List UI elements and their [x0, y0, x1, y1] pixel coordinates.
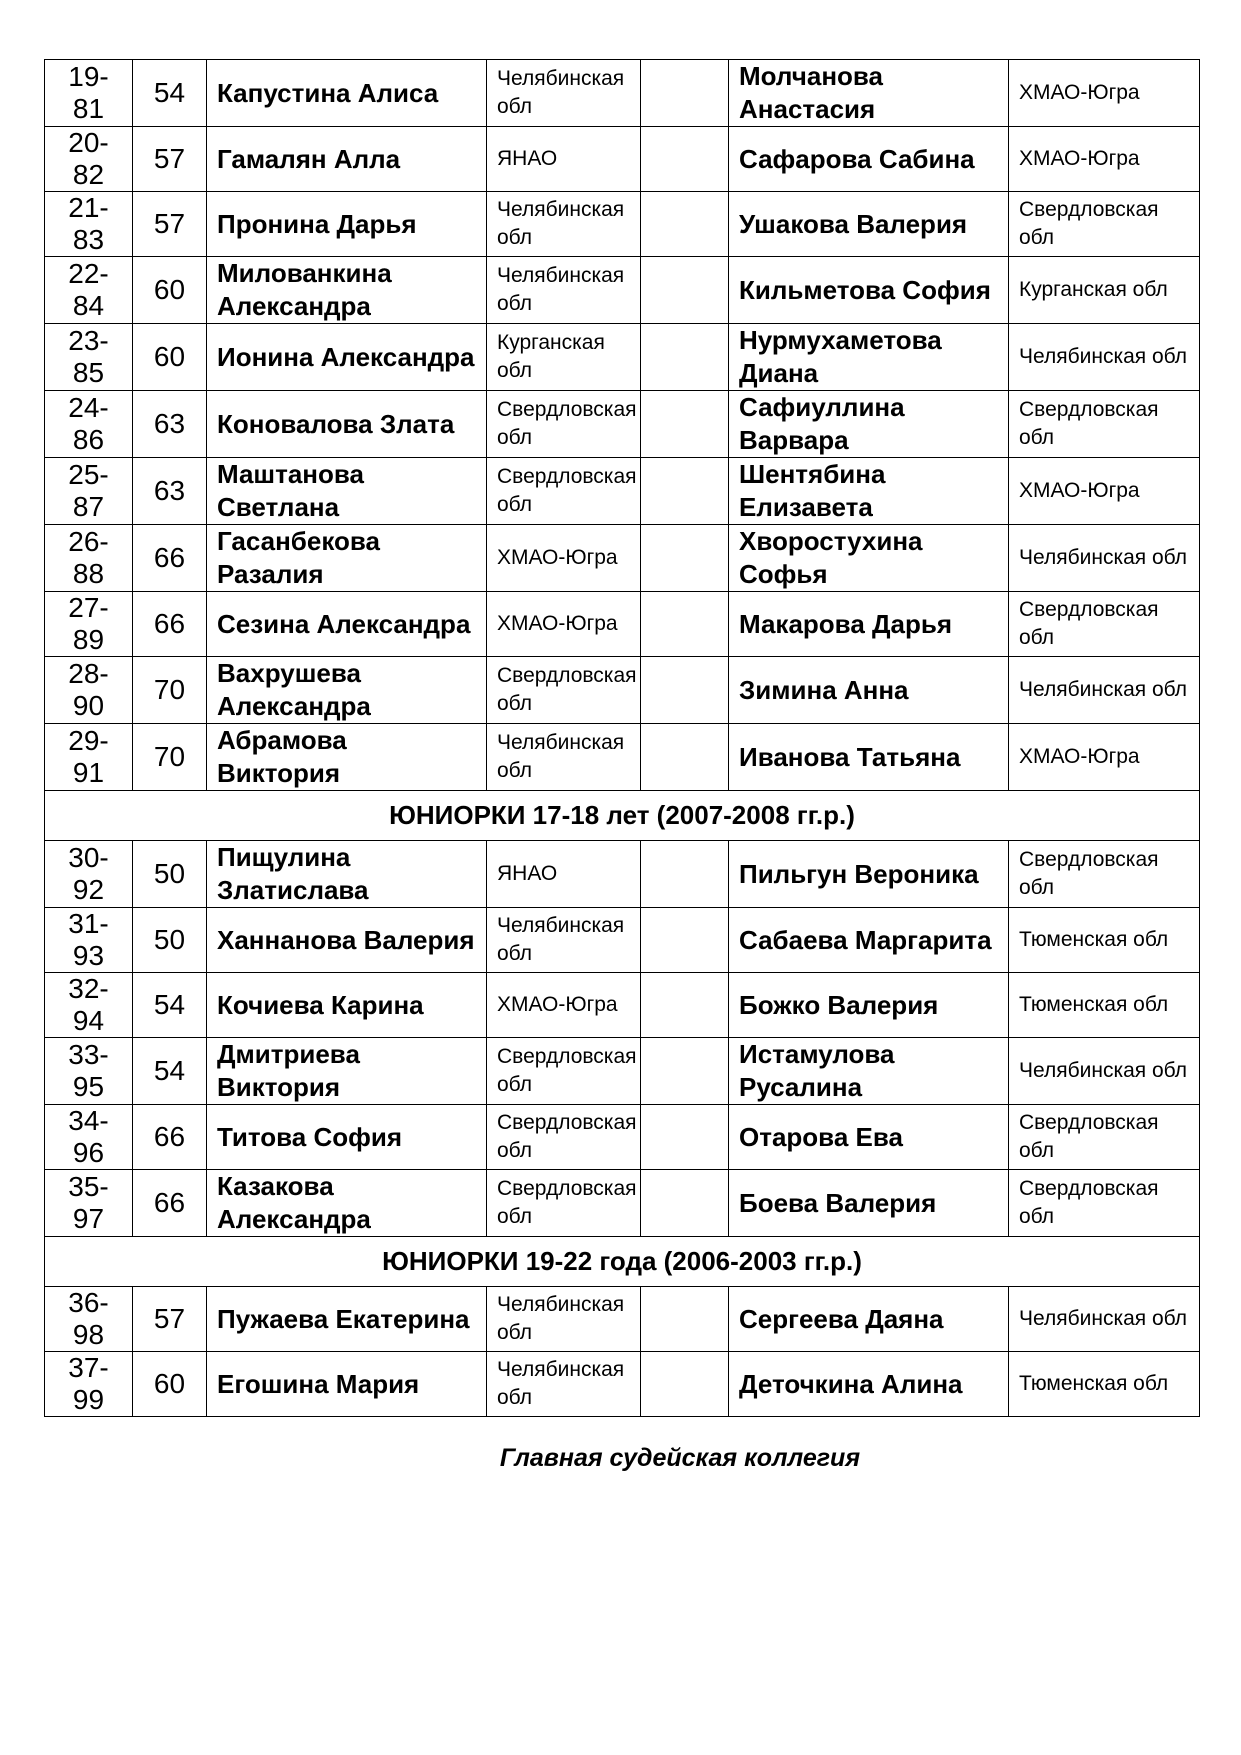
left-athlete-name: Гамалян Алла [207, 127, 487, 192]
left-athlete-name: Дмитриева Виктория [207, 1038, 487, 1105]
result-cell [641, 525, 729, 592]
left-athlete-region: Челябинская обл [487, 1287, 641, 1352]
table-row [45, 908, 1200, 973]
right-athlete-region: Тюменская обл [1009, 1352, 1200, 1417]
result-cell [641, 458, 729, 525]
right-athlete-name: Деточкина Алина [729, 1352, 1009, 1417]
left-athlete-region: ХМАО-Югра [487, 973, 641, 1038]
right-athlete-region: Курганская обл [1009, 257, 1200, 324]
left-athlete-region: Челябинская обл [487, 1352, 641, 1417]
result-cell [641, 1105, 729, 1170]
match-number: 33-95 [45, 1038, 133, 1105]
match-number: 27-89 [45, 592, 133, 657]
right-athlete-region: Челябинская обл [1009, 1287, 1200, 1352]
right-athlete-region: Тюменская обл [1009, 908, 1200, 973]
right-athlete-name: Отарова Ева [729, 1105, 1009, 1170]
weight-class: 54 [133, 973, 207, 1038]
result-cell [641, 60, 729, 127]
left-athlete-name: Казакова Александра [207, 1170, 487, 1237]
result-cell [641, 192, 729, 257]
table-row [45, 60, 1200, 127]
left-athlete-name: Егошина Мария [207, 1352, 487, 1417]
table-row [45, 657, 1200, 724]
right-athlete-name: Сафарова Сабина [729, 127, 1009, 192]
right-athlete-region: Челябинская обл [1009, 1038, 1200, 1105]
table-row [45, 1352, 1200, 1417]
section-title: ЮНИОРКИ 19-22 года (2006-2003 гг.р.) [45, 1237, 1200, 1287]
weight-class: 66 [133, 525, 207, 592]
match-number: 37-99 [45, 1352, 133, 1417]
match-number: 23-85 [45, 324, 133, 391]
left-athlete-region: Свердловская обл [487, 1105, 641, 1170]
weight-class: 70 [133, 724, 207, 791]
result-cell [641, 127, 729, 192]
left-athlete-name: Коновалова Злата [207, 391, 487, 458]
table-row [45, 1287, 1200, 1352]
left-athlete-region: Свердловская обл [487, 1170, 641, 1237]
weight-class: 57 [133, 192, 207, 257]
right-athlete-name: Хворостухина Софья [729, 525, 1009, 592]
left-athlete-region: Челябинская обл [487, 257, 641, 324]
right-athlete-region: Свердловская обл [1009, 1105, 1200, 1170]
right-athlete-name: Сергеева Даяна [729, 1287, 1009, 1352]
table-row [45, 192, 1200, 257]
table-row [45, 973, 1200, 1038]
right-athlete-name: Макарова Дарья [729, 592, 1009, 657]
right-athlete-region: Челябинская обл [1009, 525, 1200, 592]
weight-class: 63 [133, 458, 207, 525]
table-row [45, 1170, 1200, 1237]
left-athlete-name: Милованкина Александра [207, 257, 487, 324]
left-athlete-name: Ионина Александра [207, 324, 487, 391]
match-number: 26-88 [45, 525, 133, 592]
left-athlete-region: Челябинская обл [487, 724, 641, 791]
weight-class: 66 [133, 1170, 207, 1237]
left-athlete-name: Сезина Александра [207, 592, 487, 657]
right-athlete-region: ХМАО-Югра [1009, 458, 1200, 525]
result-cell [641, 391, 729, 458]
weight-class: 60 [133, 1352, 207, 1417]
table-row [45, 1105, 1200, 1170]
right-athlete-name: Ушакова Валерия [729, 192, 1009, 257]
table-row [45, 391, 1200, 458]
right-athlete-region: ХМАО-Югра [1009, 60, 1200, 127]
match-number: 29-91 [45, 724, 133, 791]
weight-class: 57 [133, 127, 207, 192]
result-cell [641, 257, 729, 324]
match-number: 34-96 [45, 1105, 133, 1170]
right-athlete-name: Иванова Татьяна [729, 724, 1009, 791]
left-athlete-region: Челябинская обл [487, 60, 641, 127]
table-row [45, 257, 1200, 324]
table-row [45, 458, 1200, 525]
match-number: 36-98 [45, 1287, 133, 1352]
right-athlete-region: Тюменская обл [1009, 973, 1200, 1038]
table-row [45, 1038, 1200, 1105]
right-athlete-name: Кильметова София [729, 257, 1009, 324]
match-number: 31-93 [45, 908, 133, 973]
left-athlete-region: ХМАО-Югра [487, 525, 641, 592]
right-athlete-name: Пильгун Вероника [729, 841, 1009, 908]
weight-class: 60 [133, 257, 207, 324]
result-cell [641, 1352, 729, 1417]
match-number: 28-90 [45, 657, 133, 724]
weight-class: 50 [133, 841, 207, 908]
result-cell [641, 973, 729, 1038]
left-athlete-name: Капустина Алиса [207, 60, 487, 127]
footer-signature: Главная судейская коллегия [499, 1444, 861, 1472]
right-athlete-region: ХМАО-Югра [1009, 724, 1200, 791]
right-athlete-region: Челябинская обл [1009, 324, 1200, 391]
right-athlete-name: Шентябина Елизавета [729, 458, 1009, 525]
right-athlete-name: Сабаева Маргарита [729, 908, 1009, 973]
result-cell [641, 657, 729, 724]
left-athlete-region: Курганская обл [487, 324, 641, 391]
right-athlete-region: Свердловская обл [1009, 841, 1200, 908]
right-athlete-name: Молчанова Анастасия [729, 60, 1009, 127]
left-athlete-region: Челябинская обл [487, 192, 641, 257]
match-number: 30-92 [45, 841, 133, 908]
right-athlete-name: Нурмухаметова Диана [729, 324, 1009, 391]
weight-class: 54 [133, 1038, 207, 1105]
left-athlete-name: Ханнанова Валерия [207, 908, 487, 973]
section-row [45, 791, 1200, 841]
right-athlete-region: Свердловская обл [1009, 391, 1200, 458]
bracket-table [44, 59, 1200, 1417]
result-cell [641, 1038, 729, 1105]
result-cell [641, 592, 729, 657]
match-number: 25-87 [45, 458, 133, 525]
result-cell [641, 1287, 729, 1352]
left-athlete-name: Пужаева Екатерина [207, 1287, 487, 1352]
table-row [45, 724, 1200, 791]
left-athlete-name: Кочиева Карина [207, 973, 487, 1038]
right-athlete-name: Зимина Анна [729, 657, 1009, 724]
left-athlete-name: Абрамова Виктория [207, 724, 487, 791]
match-number: 32-94 [45, 973, 133, 1038]
weight-class: 57 [133, 1287, 207, 1352]
match-number: 24-86 [45, 391, 133, 458]
result-cell [641, 724, 729, 791]
left-athlete-name: Вахрушева Александра [207, 657, 487, 724]
weight-class: 63 [133, 391, 207, 458]
weight-class: 60 [133, 324, 207, 391]
match-number: 21-83 [45, 192, 133, 257]
right-athlete-region: Свердловская обл [1009, 1170, 1200, 1237]
weight-class: 66 [133, 1105, 207, 1170]
left-athlete-region: ЯНАО [487, 841, 641, 908]
left-athlete-region: Свердловская обл [487, 458, 641, 525]
weight-class: 70 [133, 657, 207, 724]
table-row [45, 525, 1200, 592]
section-title: ЮНИОРКИ 17-18 лет (2007-2008 гг.р.) [45, 791, 1200, 841]
table-row [45, 324, 1200, 391]
result-cell [641, 1170, 729, 1237]
table-row [45, 592, 1200, 657]
right-athlete-name: Боева Валерия [729, 1170, 1009, 1237]
weight-class: 50 [133, 908, 207, 973]
weight-class: 66 [133, 592, 207, 657]
left-athlete-region: Свердловская обл [487, 391, 641, 458]
match-number: 35-97 [45, 1170, 133, 1237]
result-cell [641, 841, 729, 908]
match-number: 19-81 [45, 60, 133, 127]
left-athlete-region: Свердловская обл [487, 1038, 641, 1105]
match-number: 20-82 [45, 127, 133, 192]
result-cell [641, 324, 729, 391]
left-athlete-name: Гасанбекова Разалия [207, 525, 487, 592]
section-row [45, 1237, 1200, 1287]
table-row [45, 127, 1200, 192]
left-athlete-region: ЯНАО [487, 127, 641, 192]
left-athlete-region: Челябинская обл [487, 908, 641, 973]
right-athlete-name: Истамулова Русалина [729, 1038, 1009, 1105]
right-athlete-region: Челябинская обл [1009, 657, 1200, 724]
left-athlete-name: Титова София [207, 1105, 487, 1170]
left-athlete-name: Пищулина Златислава [207, 841, 487, 908]
match-number: 22-84 [45, 257, 133, 324]
right-athlete-name: Божко Валерия [729, 973, 1009, 1038]
right-athlete-name: Сафиуллина Варвара [729, 391, 1009, 458]
result-cell [641, 908, 729, 973]
left-athlete-region: Свердловская обл [487, 657, 641, 724]
right-athlete-region: Свердловская обл [1009, 192, 1200, 257]
left-athlete-name: Маштанова Светлана [207, 458, 487, 525]
weight-class: 54 [133, 60, 207, 127]
right-athlete-region: Свердловская обл [1009, 592, 1200, 657]
right-athlete-region: ХМАО-Югра [1009, 127, 1200, 192]
table-row [45, 841, 1200, 908]
left-athlete-name: Пронина Дарья [207, 192, 487, 257]
left-athlete-region: ХМАО-Югра [487, 592, 641, 657]
